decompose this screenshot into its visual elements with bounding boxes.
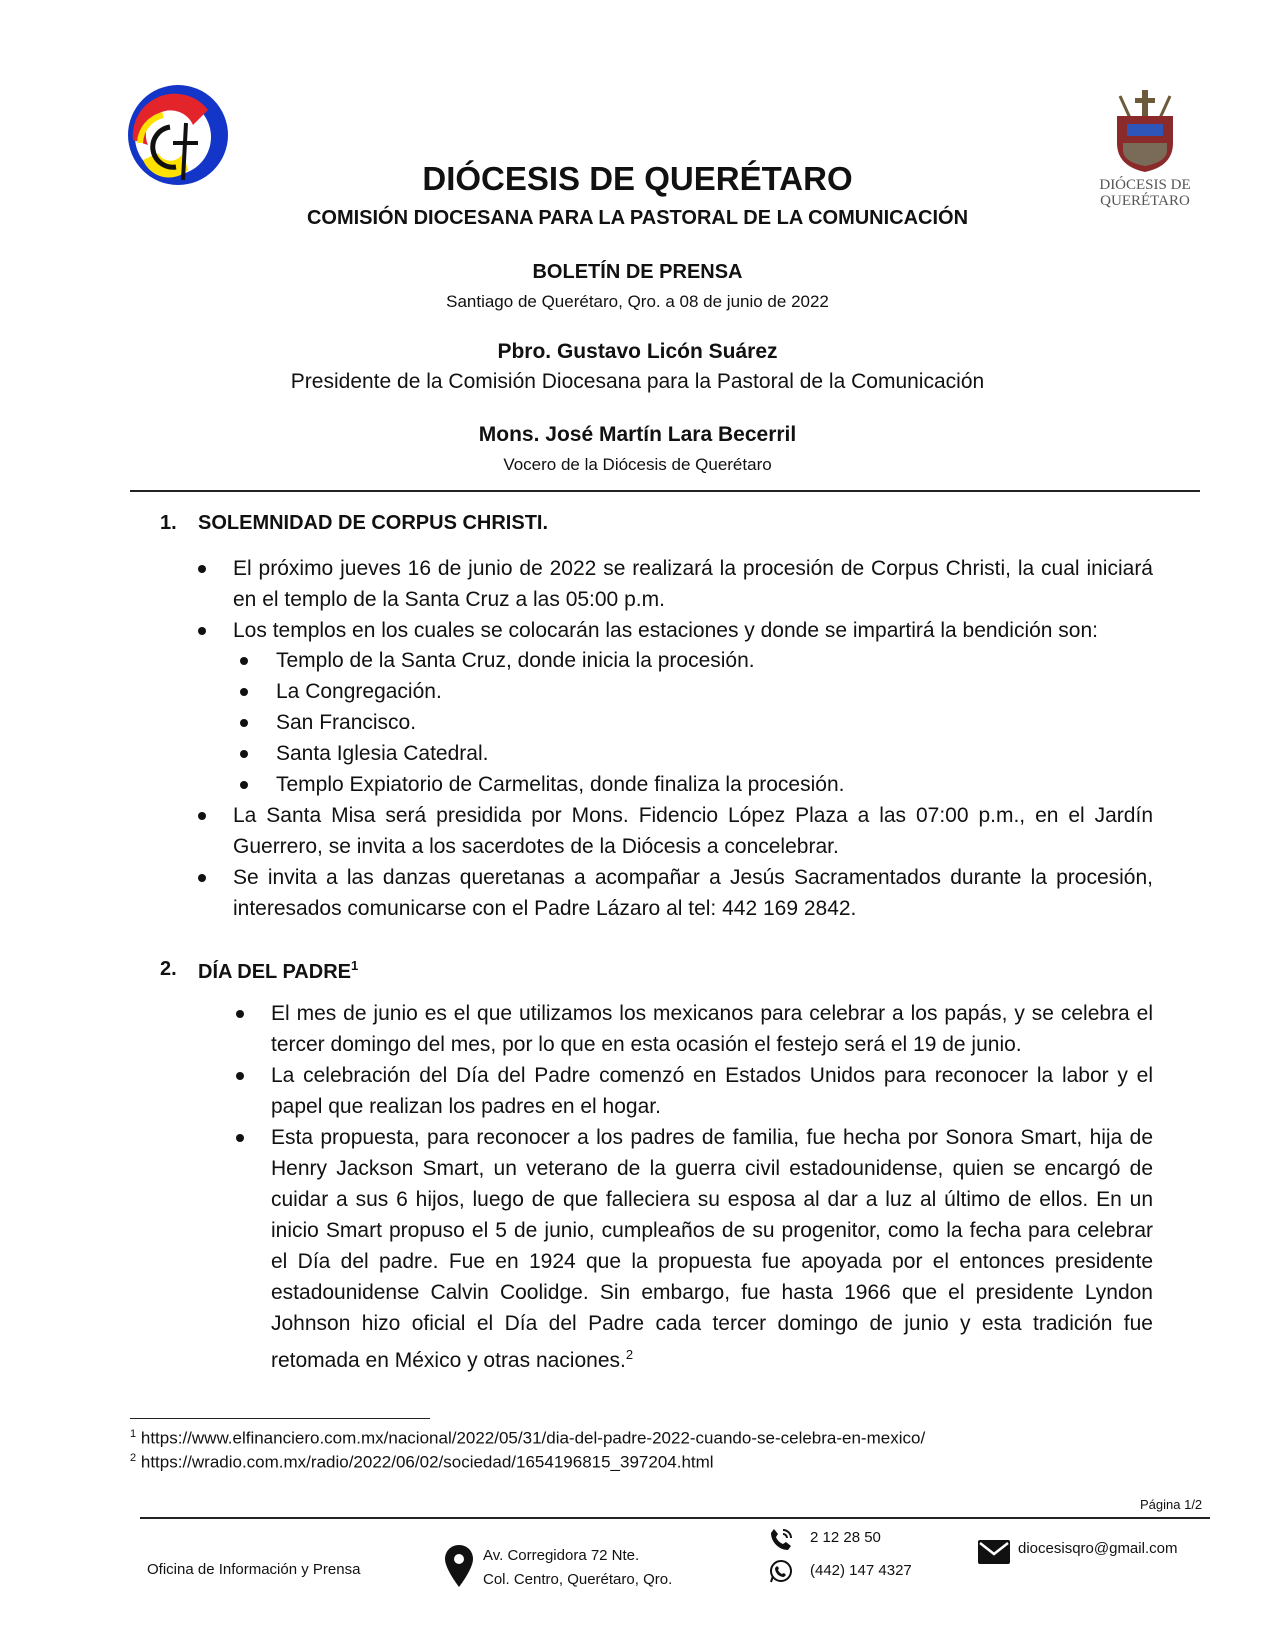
section1-title: SOLEMNIDAD DE CORPUS CHRISTI.: [198, 512, 549, 534]
phone-icon: [768, 1527, 794, 1553]
office-label: Oficina de Información y Prensa: [147, 1561, 361, 1578]
phone-number: 2 12 28 50: [810, 1529, 881, 1546]
person1-name: Pbro. Gustavo Licón Suárez: [497, 340, 778, 363]
footnote-mark: 1: [130, 1428, 137, 1440]
section1-sublist: [276, 645, 1153, 800]
section2-heading: [160, 958, 860, 984]
address: [483, 1544, 672, 1592]
footnote-ref: 2: [625, 1347, 634, 1362]
footer-divider: [140, 1517, 1210, 1519]
section1-number: 1.: [160, 512, 177, 534]
list-item-text: Esta propuesta, para reconocer a los padres de familia, fue hecha por Sonora Smart, hija de Henry Jackson Smart, un veterano de la guerra civil estadounidense, quien se encargó de cuidar a sus 6 hijos, luego de que falleciera su esposa al dar a luz al último de ellos. En un inicio Smart propuso el 5 de junio, cumpleaños de su progenitor, como la fecha para celebrar el Día del padre. Fue en 1924 que la propuesta fue apoyada por el entonces presidente estadounidense Calvin Coolidge. Sin embargo, fue hasta 1966 que el presidente Lyndon Johnson hizo oficial el Día del Padre cada tercer domingo de junio y esta tradición fue retomada en México y otras naciones.: [271, 1126, 1153, 1372]
commission-subtitle: COMISIÓN DIOCESANA PARA LA PASTORAL DE LA COMUNICACIÓN: [306, 207, 969, 229]
location-pin-icon: [445, 1545, 473, 1587]
address-line1: Av. Corregidora 72 Nte.: [483, 1547, 640, 1564]
list-item: [271, 1122, 1153, 1376]
header-divider: [130, 490, 1200, 492]
section1-list: [233, 553, 1153, 646]
footnote-1: [130, 1428, 925, 1449]
section2-footnote-mark: 1: [350, 958, 359, 973]
date-line: Santiago de Querétaro, Qro. a 08 de junio de 2022: [446, 292, 829, 311]
footnote-mark: 2: [130, 1452, 137, 1464]
diocese-title: DIÓCESIS DE QUERÉTARO: [422, 160, 853, 197]
footnote-link[interactable]: https://wradio.com.mx/radio/2022/06/02/sociedad/1654196815_397204.html: [140, 1452, 714, 1472]
list-item: La Congregación.: [276, 676, 1153, 707]
person1-role: Presidente de la Comisión Diocesana para la Pastoral de la Comunicación: [290, 370, 985, 393]
list-item: La Santa Misa será presidida por Mons. Fidencio López Plaza a las 07:00 p.m., en el Jardín Guerrero, se invita a los sacerdotes de la Diócesis a concelebrar.: [233, 800, 1153, 862]
whatsapp-number: (442) 147 4327: [810, 1562, 912, 1579]
section2-list: [271, 998, 1153, 1376]
seal-text-line2: QUERÉTARO: [1100, 193, 1190, 209]
list-item: Los templos en los cuales se colocarán las estaciones y donde se impartirá la bendición son:: [233, 615, 1153, 646]
whatsapp-icon: [768, 1558, 794, 1584]
footnote-link[interactable]: https://www.elfinanciero.com.mx/nacional/2022/05/31/dia-del-padre-2022-cuando-se-celebra-en-mexico/: [140, 1428, 926, 1448]
list-item: Santa Iglesia Catedral.: [276, 738, 1153, 769]
bulletin-heading: BOLETÍN DE PRENSA: [532, 261, 743, 283]
footnote-divider: [130, 1418, 430, 1419]
list-item: Templo de la Santa Cruz, donde inicia la procesión.: [276, 645, 1153, 676]
seal-text-line1: DIÓCESIS DE: [1099, 177, 1191, 193]
list-item: Se invita a las danzas queretanas a acompañar a Jesús Sacramentados durante la procesión, interesados comunicarse con el Padre Lázaro al tel: 442 169 2842.: [233, 862, 1153, 924]
diocese-seal: [1085, 88, 1205, 218]
page-number: Página 1/2: [1140, 1497, 1203, 1512]
mail-icon: [978, 1540, 1010, 1564]
person2-role: Vocero de la Diócesis de Querétaro: [503, 455, 772, 474]
list-item: La celebración del Día del Padre comenzó en Estados Unidos para reconocer la labor y el papel que realizan los padres en el hogar.: [271, 1060, 1153, 1122]
address-line2: Col. Centro, Querétaro, Qro.: [483, 1571, 673, 1588]
list-item: El próximo jueves 16 de junio de 2022 se realizará la procesión de Corpus Christi, la cual iniciará en el templo de la Santa Cruz a las 05:00 p.m.: [233, 553, 1153, 615]
list-item: Templo Expiatorio de Carmelitas, donde finaliza la procesión.: [276, 769, 1153, 800]
section1-heading: [160, 512, 860, 535]
list-item: El mes de junio es el que utilizamos los mexicanos para celebrar a los papás, y se celebra el tercer domingo del mes, por lo que en esta ocasión el festejo será el 19 de junio.: [271, 998, 1153, 1060]
section1-list-after: [233, 800, 1153, 924]
section2-number: 2.: [160, 958, 177, 980]
email-address[interactable]: diocesisqro@gmail.com: [1018, 1540, 1178, 1557]
person2-name: Mons. José Martín Lara Becerril: [478, 423, 797, 446]
section2-title: DÍA DEL PADRE: [198, 960, 351, 983]
list-item: San Francisco.: [276, 707, 1153, 738]
footnote-2: [130, 1452, 714, 1473]
